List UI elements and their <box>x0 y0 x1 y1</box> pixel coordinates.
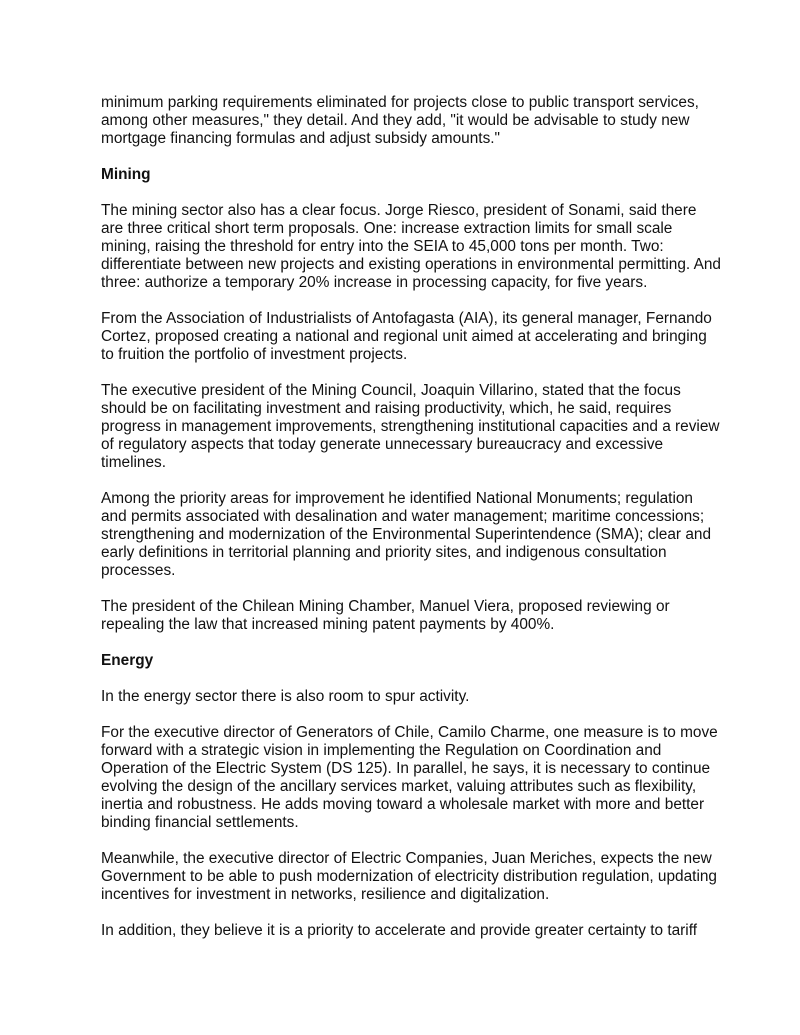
paragraph-energy-intro: In the energy sector there is also room to spur activity. <box>101 688 470 705</box>
paragraph-mining-council: The executive president of the Mining Council, Joaquin Villarino, stated that the focus should be on facilitating investment and raising productivity, which, he said, requires progress in management improvements, strengthening institutional capacities and a review of regulatory aspects that today generate unnecessary bureaucracy and excessive timelines. <box>101 382 720 471</box>
paragraph-aia-proposal: From the Association of Industrialists of Antofagasta (AIA), its general manager, Fernando Cortez, proposed creating a national and regional unit aimed at accelerating and bringing to fruition the portfolio of investment projects. <box>101 310 712 363</box>
paragraph-generators-chile: For the executive director of Generators of Chile, Camilo Charme, one measure is to move forward with a strategic vision in implementing the Regulation on Coordination and Operation of the Electric System (DS 125). In parallel, he says, it is necessary to continue evolving the design of the ancillary services market, valuing attributes such as flexibility, inertia and robustness. He adds moving toward a wholesale market with more and better binding financial settlements. <box>101 724 718 831</box>
heading-mining: Mining <box>101 166 151 183</box>
paragraph-mining-chamber: The president of the Chilean Mining Chamber, Manuel Viera, proposed reviewing or repealing the law that increased mining patent payments by 400%. <box>101 598 670 633</box>
paragraph-priority-areas: Among the priority areas for improvement he identified National Monuments; regulation and permits associated with desalination and water management; maritime concessions; strengthening and modernization of the Environmental Superintendence (SMA); clear and early definitions in territorial planning and priority sites, and indigenous consultation processes. <box>101 490 712 579</box>
paragraph-housing-continuation: minimum parking requirements eliminated for projects close to public transport services, among other measures," they detail. And they add, "it would be advisable to study new mortgage financing formulas and adjust subsidy amounts." <box>101 94 699 147</box>
paragraph-electric-companies: Meanwhile, the executive director of Electric Companies, Juan Meriches, expects the new Government to be able to push modernization of electricity distribution regulation, updating incentives for investment in networks, resilience and digitalization. <box>101 850 717 903</box>
document-page <box>101 94 721 958</box>
paragraph-tariff-priority: In addition, they believe it is a priority to accelerate and provide greater certainty to tariff <box>101 922 697 939</box>
heading-energy: Energy <box>101 652 154 669</box>
paragraph-sonami-proposals: The mining sector also has a clear focus. Jorge Riesco, president of Sonami, said there are three critical short term proposals. One: increase extraction limits for small scale mining, raising the threshold for entry into the SEIA to 45,000 tons per month. Two: differentiate between new projects and existing operations in environmental permitting. And three: authorize a temporary 20% increase in processing capacity, for five years. <box>101 202 721 291</box>
